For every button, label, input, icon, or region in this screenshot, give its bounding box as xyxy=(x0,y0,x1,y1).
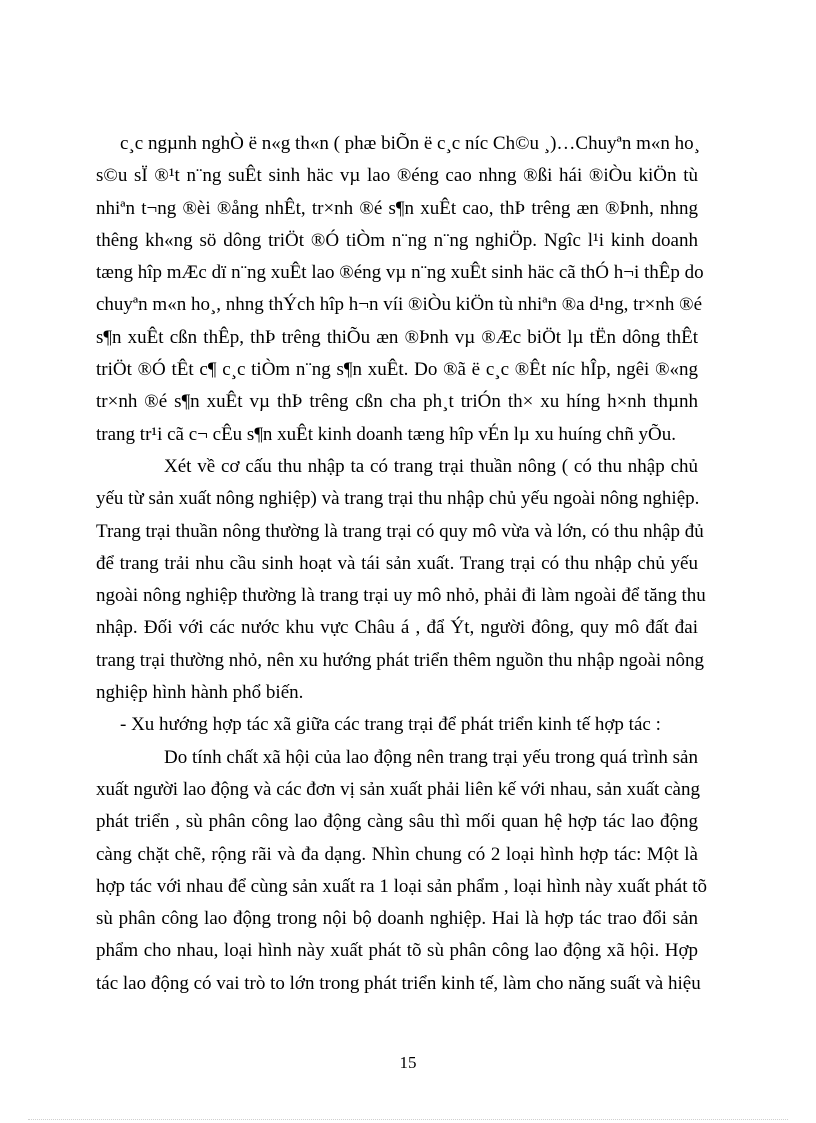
text-line: càng chặt chẽ, rộng rãi và đa dạng. Nhìn chung có 2 loại hình hợp tác: Một là xyxy=(96,843,698,865)
paragraph-2 xyxy=(96,451,706,709)
text-line: sù phân công lao động trong nội bộ doanh nghiệp. Hai là hợp tác trao đổi sản xyxy=(96,908,698,930)
page-body xyxy=(96,128,708,1000)
text-line: Xét về cơ cấu thu nhập ta có trang trại thuần nông ( có thu nhập chủ xyxy=(164,455,698,477)
text-line: c¸c ngµnh nghÒ ë n«g th«n ( phæ biÕn ë c¸c níc Ch©u ¸)…Chuyªn m«n ho¸ xyxy=(120,133,700,154)
text-line: Trang trại thuần nông thường là trang trại có quy mô vừa và lớn, có thu nhập đủ xyxy=(96,520,704,542)
text-line: tác lao động có vai trò to lớn trong phát triển kinh tế, làm cho năng suất và hiệu xyxy=(96,972,701,994)
text-line: trang tr¹i cã c¬ cÊu s¶n xuÊt kinh doanh tæng hîp vÉn lµ xu huíng chñ yÕu. xyxy=(96,423,677,445)
text-line: xuất người lao động và các đơn vị sản xuất phải liên kế với nhau, sản xuất càng xyxy=(96,778,700,800)
text-line: tæng hîp mÆc dï n¨ng xuÊt lao ®éng vµ n¨ng xuÊt sinh häc cã thÓ h¬i thÊp do xyxy=(96,262,704,284)
page-number: 15 xyxy=(399,1053,417,1072)
text-line: thêng kh«ng sö dông triÖt ®Ó tiÒm n¨ng n¨ng nghiÖp. Ngîc l¹i kinh doanh xyxy=(96,229,698,251)
text-line: yếu từ sản xuất nông nghiệp) và trang trại thu nhập chủ yếu ngoài nông nghiệp. xyxy=(96,488,700,510)
paragraph-3 xyxy=(96,709,698,741)
text-line: chuyªn m«n ho¸, nhng thÝch hîp h¬n víi ®iÒu kiÖn tù nhiªn ®a d¹ng, tr×nh ®é xyxy=(96,294,703,316)
text-line: nhiªn t¬ng ®èi ®ång nhÊt, tr×nh ®é s¶n xuÊt cao, thÞ trêng æn ®Þnh, nhng xyxy=(96,197,698,219)
text-line: ngoài nông nghiệp thường là trang trại uy mô nhỏ, phải đi làm ngoài để tăng thu xyxy=(96,585,706,607)
paragraph-1 xyxy=(96,128,698,160)
paragraph-4 xyxy=(96,742,708,1000)
paragraph-1-body xyxy=(96,160,704,451)
text-line: s©u sÏ ®¹t n¨ng suÊt sinh häc vµ lao ®éng cao nhng ®ßi hái ®iÒu kiÖn tù xyxy=(96,165,698,187)
text-line: phát triển , sù phân công lao động càng sâu thì mối quan hệ hợp tác lao động xyxy=(96,811,698,833)
text-line: trang trại thường nhỏ, nên xu hướng phát triển thêm nguồn thu nhập ngoài nông xyxy=(96,649,704,671)
text-line: tr×nh ®é s¶n xuÊt vµ thÞ trêng cßn cha ph¸t triÓn th× xu híng h×nh thµnh xyxy=(96,391,698,413)
text-line: Do tính chất xã hội của lao động nên trang trại yếu trong quá trình sản xyxy=(164,746,698,768)
text-line: phẩm cho nhau, loại hình này xuất phát tõ sù phân công lao động xã hội. Hợp xyxy=(96,940,698,962)
page-bottom-divider xyxy=(28,1119,788,1120)
text-line: để trang trải nhu cầu sinh hoạt và tái sản xuất. Trang trại có thu nhập chủ yếu xyxy=(96,552,698,574)
text-line: hợp tác với nhau để cùng sản xuất ra 1 loại sản phẩm , loại hình này xuất phát tõ xyxy=(96,875,708,897)
text-line: triÖt ®Ó tÊt c¶ c¸c tiÒm n¨ng s¶n xuÊt. Do ®ã ë c¸c ®Êt níc hÎp, ngêi ®«ng xyxy=(96,359,698,381)
text-line: nghiệp hình hành phổ biến. xyxy=(96,682,304,704)
text-line: s¶n xuÊt cßn thÊp, thÞ trêng thiÕu æn ®Þnh vµ ®Æc biÖt lµ tËn dông thÊt xyxy=(96,326,698,348)
text-line: - Xu hướng hợp tác xã giữa các trang trại để phát triển kinh tế hợp tác : xyxy=(120,714,661,736)
text-line: nhập. Đối với các nước khu vực Châu á , đẩ Ýt, người đông, quy mô đất đai xyxy=(96,617,698,639)
